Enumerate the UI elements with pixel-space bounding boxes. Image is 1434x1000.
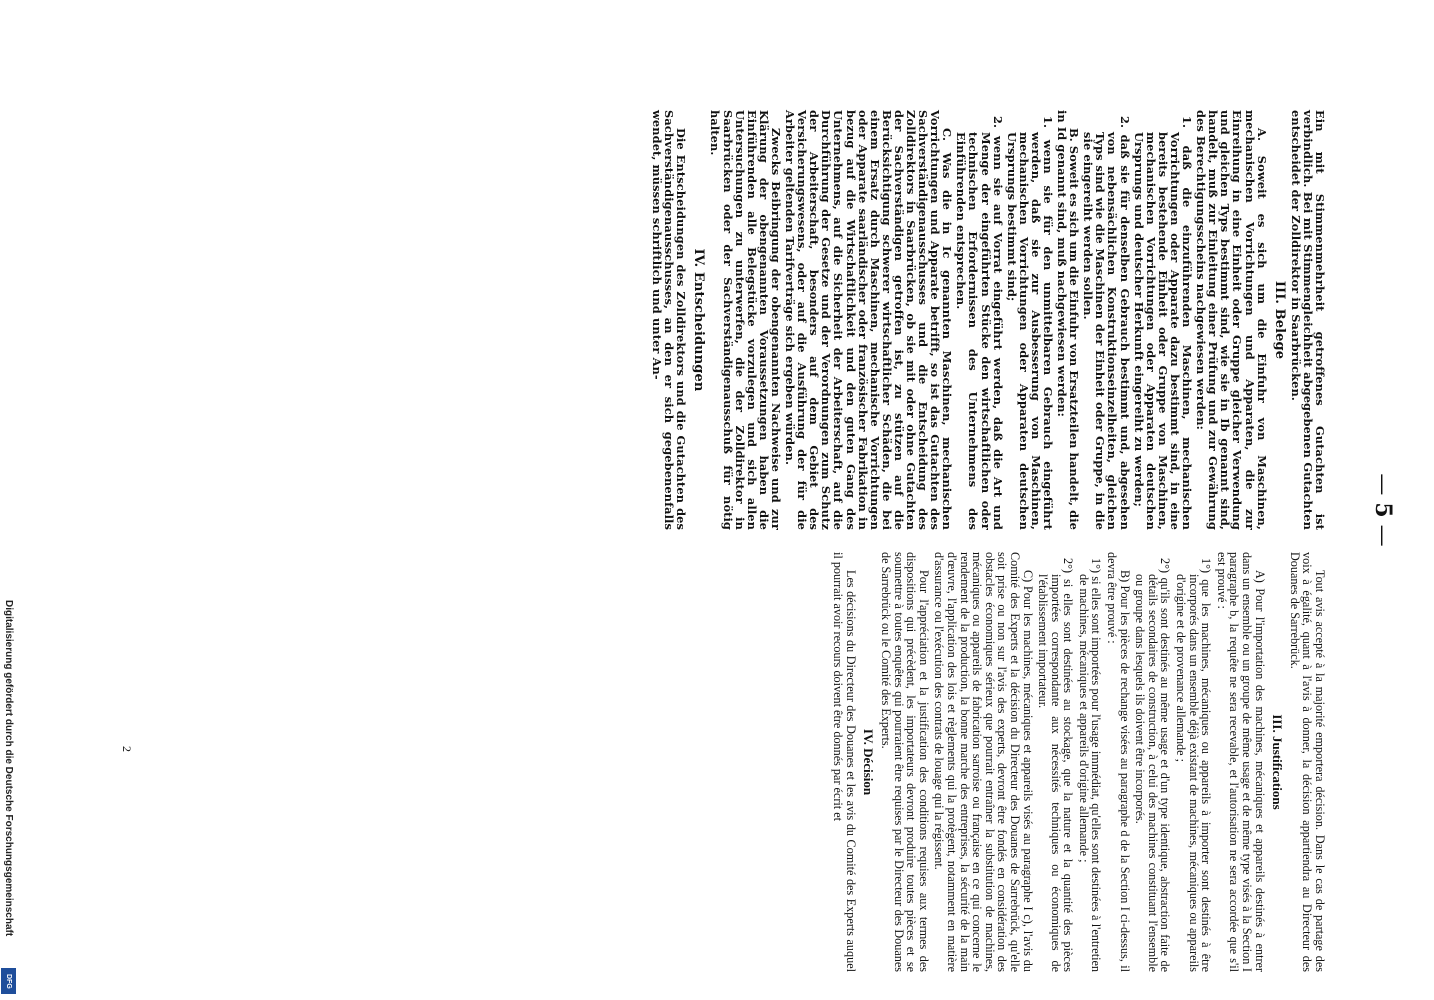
german-section-3-title: III. Belege	[1271, 280, 1287, 360]
french-para-a-item-1: 1°) que les machines, mécaniques ou appareils à importer sont destinés à être incorporés dans un ensemble déjà existant de machines, mécaniques ou appareils d'origine et de provenance allemande ;	[1174, 558, 1214, 972]
credit-text: Digitalisierung gefördert durch die Deutsche Forschungsgemeinschaft	[3, 600, 14, 937]
german-para-a-item-2: 2. daß sie für denselben Gebrauch bestimmt und, abgesehen von nebensächlichen Konstruktionseinzelheiten, gleichen Typs sind wie die Maschinen der Einheit oder Gruppe, in die sie eingereiht werden sollen.	[1081, 116, 1132, 530]
french-section-3-title: III. Justifications	[1270, 714, 1286, 810]
french-column	[146, 552, 1326, 972]
french-intro: Tout avis accepté à la majorité emportera décision. Dans le cas de partage des voix à égalité, quant à l'avis à donner, la décision appartiendra au Directeur des Douanes de Sarrebrück.	[1287, 552, 1327, 972]
french-para-c: C) Pour les machines, mécaniques et appareils visés au paragraphe I c), l'avis du Comité des Experts et la décision du Directeur des Douanes de Sarrebrück, qu'elle soit prise ou non sur l'avis des experts, devront être fondés en considération des obstacles économiques sérieux que pourrait entraîner la substitution de machines, mécaniques ou appareils de fabrication sarroise ou française en ce qui concerne le rendement de la production, la bonne marche des entreprises, la sécurité de la main d'œuvre, l'application des lois et règlements qui la protègent, notamment en matière d'assurance ou l'exécution des contrats de louage qui la régissent.	[932, 552, 1035, 972]
german-para-b-item-2: 2. wenn sie auf Vorrat eingeführt werden, daß die Art und Menge der eingeführten Stücke den wirtschaftlichen oder technischen Erfordernissen des Unternehmens des Einführenden entsprechen.	[954, 116, 1005, 530]
french-para-a-item-2: 2°) qu'ils sont destinés au même usage et d'un type identique, abstraction faite de détails secondaires de construction, à celui des machines constituant l'ensemble ou groupe dans lesquels ils doivent être incorporés.	[1133, 558, 1173, 972]
digitization-credit	[0, 600, 18, 1000]
french-para-d: Pour l'appréciation et la justification des conditions requises aux termes des dispositions qui précèdent, les importateurs devront produire toutes pièces et se soumettre à toutes enquêtes qui pourraient être requises par le Directeur des Douanes de Sarrebrück ou le Comité des Experts.	[879, 552, 931, 972]
german-para-a: A. Soweit es sich um die Einfuhr von Maschinen, mechanischen Vorrichtungen und Apparaten, die zur Einreihung in eine Einheit oder Gruppe gleicher Verwendung und gleichen Typs bestimmt sind, wie sie in Ib genannt sind, handelt, muß zur Einleitung einer Prüfung und zur Gewährung des Berechtigungsscheins nachgewiesen werden:	[1194, 110, 1269, 530]
german-para-a-item-1: 1. daß die einzuführenden Maschinen, mechanischen Vorrichtungen oder Apparate dazu bestimmt sind, in eine bereits bestehende Einheit oder Gruppe von Maschinen, mechanischen Vorrichtungen oder Apparaten deutschen Ursprungs und deutscher Herkunft eingereiht zu werden;	[1131, 116, 1195, 530]
german-para-b: B. Soweit es sich um die Einfuhr von Ersatzteilen handelt, die in Id genannt sind, muß nachgewiesen werden:	[1055, 110, 1082, 530]
german-section-4-title: IV. Entscheidungen	[691, 248, 707, 392]
german-para-c: C. Was die in Ic genannten Maschinen, mechanischen Vorrichtungen und Apparate betrifft, so ist das Gutachten des Sachverständigenausschusses und die Entscheidung des Zolldirektors in Saarbrücken, ob sie mit oder ohne Gutachten der Sachverständigen getroffen ist, zu stützen auf die Berücksichtigung schwerer wirtschaftlicher Schäden, die bei einem Ersatz durch Maschinen, mechanische Vorrichtungen oder Apparate saarländischer oder französischer Fabrikation in bezug auf die Wirtschaftlichkeit und den guten Gang des Unternehmens, auf die Sicherheit der Arbeiterschaft, auf die Durchführung der Gesetze und der Verordnungen zum Schutz der Arbeiterschaft, besonders auf dem Gebiet des Versicherungswesens, oder auf die Ausführung der für die Arbeiter geltenden Tarifverträge sich ergeben würden.	[783, 110, 955, 530]
german-column	[146, 110, 1326, 530]
dfg-logo-icon: DFG	[1, 968, 16, 994]
german-para-b-item-1: 1. wenn sie für den unmittelbaren Gebrauch eingeführt werden, daß sie zur Ausbesserung von Maschinen, mechanischen Vorrichtungen oder Apparaten deutschen Ursprungs bestimmt sind;	[1004, 116, 1056, 530]
french-para-b: B) Pour les pièces de rechange visées au paragraphe d de la Section I ci-dessus, il devra être prouvé :	[1105, 552, 1132, 972]
sheet-number: 2	[120, 746, 134, 752]
german-para-e: Die Entscheidungen des Zolldirektors und die Gutachten des Sachverständigenausschusses, an den er sich gegebenenfalls wendet, müssen schriftlich und unter An-	[650, 110, 689, 530]
german-para-d: Zwecks Beibringung der obengenannten Nachweise und zur Klärung der obengenannten Voraussetzungen haben die Einführenden alle Belegstücke vorzulegen und sich allen Untersuchungen zu unterwerfen, die der Zolldirektor in Saarbrücken oder der Sachverständigenausschuß für nötig halten.	[708, 110, 783, 530]
french-section-4-title: IV. Décision	[861, 728, 877, 796]
french-para-e: Les décisions du Directeur des Douanes et les avis du Comité des Experts auquel il pourrait avoir recours doivent être donnés par écrit et	[831, 552, 858, 972]
german-intro: Ein mit Stimmenmehrheit getroffenes Gutachten ist verbindlich. Bei mit Stimmengleichheit abgegebenen Gutachten entscheidet der Zolldirektor in Saarbrücken.	[1288, 110, 1327, 530]
french-para-b-item-2: 2°) si elles sont destinées au stockage, que la nature et la quantité des pièces importées correspondante aux nécessités techniques ou économiques de l'établissement importateur.	[1036, 558, 1076, 972]
french-para-a: A) Pour l'importation des machines, mécaniques et appareils destinés à entrer dans un ensemble ou un groupe de même usage et de même type visés à la Section I paragraphe b, la requête ne sera recevable, et l'autorisation ne sera accordée que s'il est prouvé :	[1214, 552, 1267, 972]
page-number: — 5 —	[1370, 473, 1396, 547]
french-para-b-item-1: 1°) si elles sont importées pour l'usage immédiat, qu'elles sont destinées à l'entretien de machines, mécaniques et appareils d'origine allemande ;	[1076, 558, 1104, 972]
